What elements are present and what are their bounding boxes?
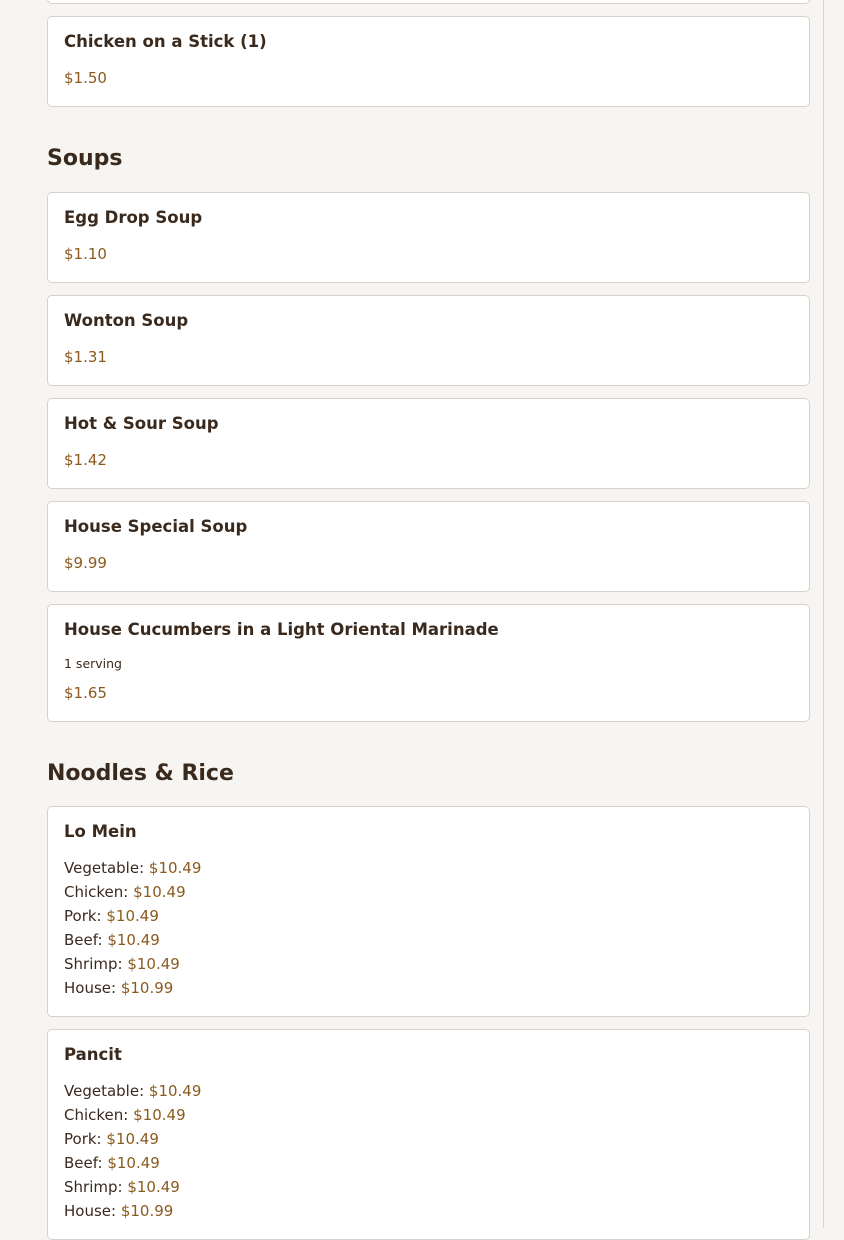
menu-item-card-partial — [47, 0, 810, 4]
variant-label: House: — [64, 1202, 117, 1220]
variant-price: $10.49 — [133, 1106, 186, 1124]
menu-item-card[interactable] — [47, 192, 810, 283]
menu-item-name: Lo Mein — [64, 822, 137, 841]
variant-label: Vegetable: — [64, 1082, 145, 1100]
variant-label: Pork: — [64, 1130, 102, 1148]
menu-item-name: House Special Soup — [64, 517, 248, 536]
variant-row — [64, 1079, 201, 1103]
menu-item-name: House Cucumbers in a Light Oriental Marinade — [64, 620, 499, 639]
variant-row — [64, 1103, 201, 1127]
variant-row — [64, 928, 201, 952]
variant-price: $10.49 — [133, 883, 186, 901]
menu-item-card[interactable] — [47, 16, 810, 107]
variant-price: $10.49 — [106, 907, 159, 925]
variant-row — [64, 1127, 201, 1151]
menu-item-name: Wonton Soup — [64, 311, 189, 330]
menu-item-card[interactable] — [47, 295, 810, 386]
menu-item-price: $1.50 — [64, 69, 107, 87]
variant-price: $10.99 — [120, 979, 174, 997]
variant-row — [64, 976, 201, 1000]
variant-price: $10.49 — [107, 931, 160, 949]
variant-row — [64, 1175, 201, 1199]
variant-row — [64, 952, 201, 976]
variant-label: Chicken: — [64, 1106, 129, 1124]
variant-price: $10.49 — [106, 1130, 159, 1148]
section-title-soups: Soups — [47, 146, 123, 171]
menu-item-variants — [64, 1079, 201, 1223]
menu-item-price: $1.31 — [64, 348, 107, 366]
menu-item-card[interactable] — [47, 1029, 810, 1240]
menu-item-name: Hot & Sour Soup — [64, 414, 219, 433]
menu-item-serving-note: 1 serving — [64, 656, 122, 671]
variant-row — [64, 856, 201, 880]
variant-row — [64, 1199, 201, 1223]
menu-item-card[interactable] — [47, 604, 810, 722]
section-title-noodles-rice: Noodles & Rice — [47, 761, 234, 786]
variant-price: $10.49 — [148, 1082, 202, 1100]
menu-item-name: Chicken on a Stick (1) — [64, 32, 267, 51]
menu-item-card[interactable] — [47, 398, 810, 489]
variant-price: $10.99 — [120, 1202, 174, 1220]
menu-item-price: $9.99 — [64, 554, 107, 572]
menu-item-card[interactable] — [47, 501, 810, 592]
variant-label: Beef: — [64, 931, 103, 949]
menu-item-price: $1.10 — [64, 245, 107, 263]
variant-label: House: — [64, 979, 117, 997]
variant-label: Chicken: — [64, 883, 129, 901]
menu-item-card[interactable] — [47, 806, 810, 1017]
variant-price: $10.49 — [148, 859, 202, 877]
variant-price: $10.49 — [107, 1154, 160, 1172]
variant-price: $10.49 — [127, 955, 180, 973]
variant-price: $10.49 — [127, 1178, 180, 1196]
menu-item-name: Pancit — [64, 1045, 122, 1064]
variant-row — [64, 904, 201, 928]
menu-item-name: Egg Drop Soup — [64, 208, 203, 227]
variant-label: Beef: — [64, 1154, 103, 1172]
variant-label: Pork: — [64, 907, 102, 925]
menu-item-variants — [64, 856, 201, 1000]
variant-row — [64, 1151, 201, 1175]
variant-label: Shrimp: — [64, 955, 123, 973]
variant-row — [64, 880, 201, 904]
menu-item-price: $1.65 — [64, 684, 107, 702]
menu-item-price: $1.42 — [64, 451, 107, 469]
variant-label: Shrimp: — [64, 1178, 123, 1196]
variant-label: Vegetable: — [64, 859, 145, 877]
